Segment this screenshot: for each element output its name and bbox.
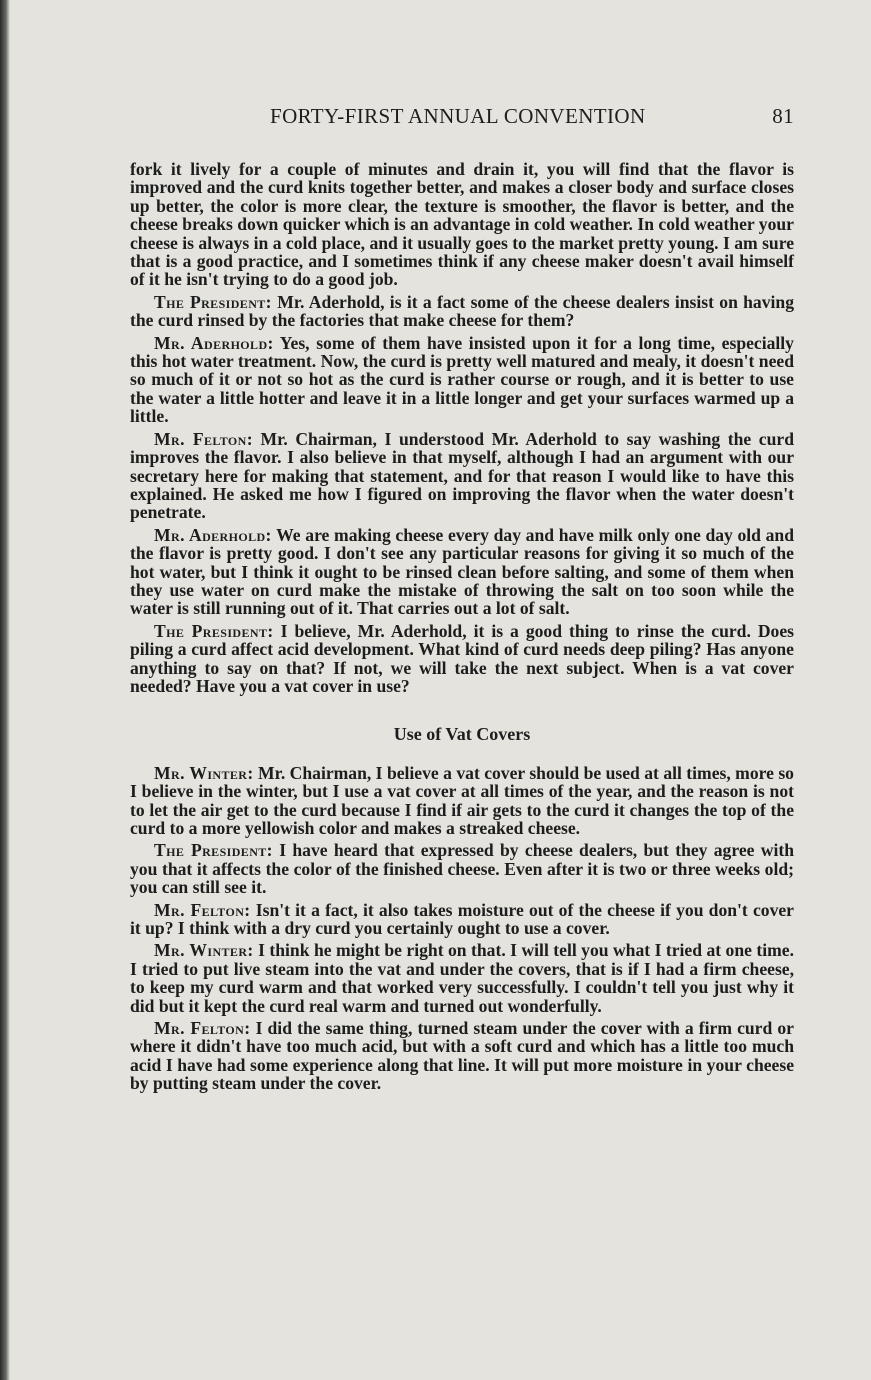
speaker-label: The President: xyxy=(154,291,272,312)
paragraph-text: Isn't it a fact, it also takes moisture out of the cheese if you don't cover it up? I think with a dry curd you certainly ought to use a cover. xyxy=(130,899,794,939)
paragraph-text: Mr. Chairman, I believe a vat cover should be used at all times, more so I believe in the winter, but I use a vat cover at all times of the year, and the reason is not to let the air get to the curd because I find if air gets to the curd it changes the top of the curd to a more yellowish color and makes a streaked cheese. xyxy=(130,762,794,838)
speaker-label: Mr. Felton: xyxy=(154,899,251,920)
speaker-label: Mr. Felton: xyxy=(154,428,253,449)
paragraph-text: fork it lively for a couple of minutes and drain it, you will find that the flavor is improved and the curd knits together better, and makes a closer body and surface closes up better, the color is more clear, the texture is smoother, the flavor is better, and the cheese breaks down quicker which is an advantage in cold weather. In cold weather your cheese is always in a cold place, and it usually goes to the market pretty young. I am sure that is a good practice, and I sometimes think if any cheese maker doesn't avail himself of it he isn't trying to do a good job. xyxy=(130,159,795,290)
paragraph-text: We are making cheese every day and have milk only one day old and the flavor is pretty good. I don't see any particular reasons for giving it so much of the hot water, but I think it ought to be rinsed clean before salting, and some of them when they use water on curd make the mistake of throwing the salt on too soon while the water is still running out of it. That carries out a lot of salt. xyxy=(130,524,794,619)
body-text xyxy=(130,160,794,1093)
paragraph xyxy=(130,430,794,522)
running-head-title: FORTY-FIRST ANNUAL CONVENTION xyxy=(270,104,646,128)
paragraph xyxy=(130,901,794,938)
paragraph xyxy=(130,334,794,426)
paragraph-text: I have heard that expressed by cheese dealers, but they agree with you that it affects the color of the finished cheese. Even after it is two or three weeks old; you can still see it. xyxy=(130,840,794,898)
page-number: 81 xyxy=(772,104,794,128)
speaker-label: Mr. Aderhold: xyxy=(154,332,274,353)
paragraph-text: Mr. Aderhold, is it a fact some of the cheese dealers insist on having the curd rinsed by the factories that make cheese for them? xyxy=(130,291,794,331)
page-binding-shadow xyxy=(0,0,10,1380)
running-head xyxy=(130,104,794,134)
paragraph xyxy=(130,1019,794,1093)
paragraph xyxy=(130,941,794,1015)
speaker-label: The President: xyxy=(154,840,273,861)
section-heading: Use of Vat Covers xyxy=(393,724,531,745)
speaker-label: Mr. Felton: xyxy=(154,1018,251,1039)
paragraph xyxy=(130,293,794,330)
paragraph xyxy=(130,841,794,896)
paragraph-text: I believe, Mr. Aderhold, it is a good thing to rinse the curd. Does piling a curd affect acid development. What kind of curd needs deep piling? Has anyone anything to say on that? If not, we will take the next subject. When is a vat cover needed? Have you a vat cover in use? xyxy=(130,620,795,696)
paragraph-text: Yes, some of them have insisted upon it for a long time, especially this hot water treatment. Now, the curd is pretty well matured and mealy, it doesn't need so much of it or not so hot as the curd is rather course or rough, and it is better to use the water a little hotter and leave it in a little longer and get your surfaces warmed up a little. xyxy=(130,332,794,427)
speaker-label: The President: xyxy=(154,620,274,641)
paragraph xyxy=(130,526,794,618)
paragraph xyxy=(130,622,794,696)
speaker-label: Mr. Aderhold: xyxy=(154,524,272,545)
paragraph xyxy=(130,160,794,289)
paragraph-text: I did the same thing, turned steam under the cover with a firm curd or where it didn't have too much acid, but with a soft curd and which has a little too much acid I have had some experience along that line. It will put more moisture in your cheese by putting steam under the cover. xyxy=(130,1018,794,1094)
paragraph-text: Mr. Chairman, I understood Mr. Aderhold to say washing the curd improves the flavor. I also believe in that myself, although I had an argument with our secretary here for making that statement, and for that reason I would like to have this explained. He asked me how I figured on improving the flavor when the water doesn't penetrate. xyxy=(130,428,794,523)
paragraph-text: I think he might be right on that. I will tell you what I tried at one time. I tried to put live steam into the vat and under the covers, that is if I had a firm cheese, to keep my curd warm and that worked very successfully. I couldn't tell you just why it did but it kept the curd real warm and turned out wonderfully. xyxy=(130,940,794,1016)
page xyxy=(130,104,794,1097)
speaker-label: Mr. Winter: xyxy=(154,940,254,961)
paragraph xyxy=(130,764,794,838)
speaker-label: Mr. Winter: xyxy=(154,762,254,783)
